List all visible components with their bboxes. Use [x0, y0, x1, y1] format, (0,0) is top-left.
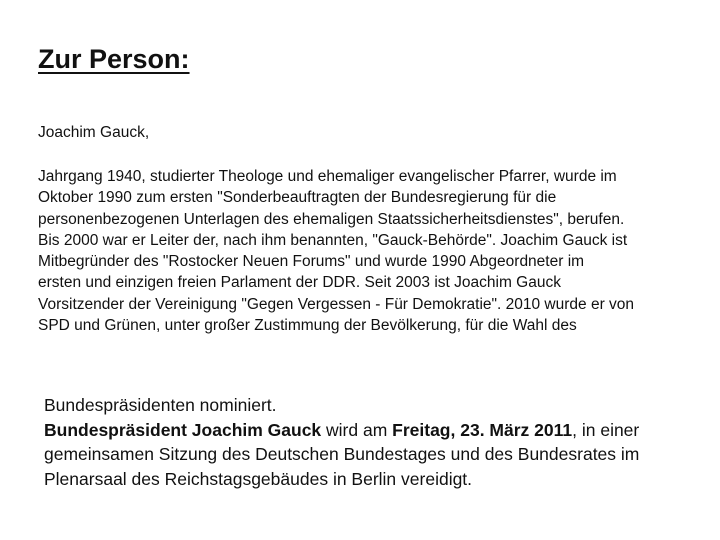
- bio-line: Vorsitzender der Vereinigung "Gegen Vergessen - Für Demokratie". 2010 wurde er von: [38, 295, 635, 313]
- page-title: Zur Person:: [38, 44, 190, 74]
- bio-line: Jahrgang 1940, studierter Theologe und ehemaliger evangelischer Pfarrer, wurde im: [38, 168, 617, 185]
- bio-line: Mitbegründer des "Rostocker Neuen Forums" und wurde 1990 Abgeordneter im: [38, 253, 585, 271]
- inauguration-paragraph: [44, 393, 694, 491]
- president-name: Bundespräsident Joachim Gauck: [44, 419, 322, 440]
- bio-line: Oktober 1990 zum ersten "Sonderbeauftragten der Bundesregierung für die: [38, 189, 557, 207]
- inauguration-line: [44, 418, 694, 443]
- inauguration-line: Bundespräsidenten nominiert.: [44, 395, 277, 415]
- bio-line: SPD und Grünen, unter großer Zustimmung der Bevölkerung, für die Wahl des: [38, 317, 577, 335]
- bio-line: ersten und einzigen freien Parlament der DDR. Seit 2003 ist Joachim Gauck: [38, 274, 561, 292]
- bio-line: Bis 2000 war er Leiter der, nach ihm benannten, "Gauck-Behörde". Joachim Gauck ist: [38, 231, 628, 249]
- inauguration-text: , in einer: [572, 419, 640, 440]
- inauguration-line: Plenarsaal des Reichstagsgebäudes in Berlin vereidigt.: [44, 468, 473, 489]
- bio-line: personenbezogenen Unterlagen des ehemaligen Staatssicherheitsdienstes", berufen.: [38, 210, 625, 228]
- inauguration-date: Freitag, 23. März 2011: [392, 419, 573, 440]
- inauguration-line: gemeinsamen Sitzung des Deutschen Bundestages und des Bundesrates im: [44, 444, 640, 464]
- inauguration-text: wird am: [321, 419, 393, 440]
- biography-paragraph: [38, 166, 688, 336]
- person-name: Joachim Gauck,: [38, 124, 150, 141]
